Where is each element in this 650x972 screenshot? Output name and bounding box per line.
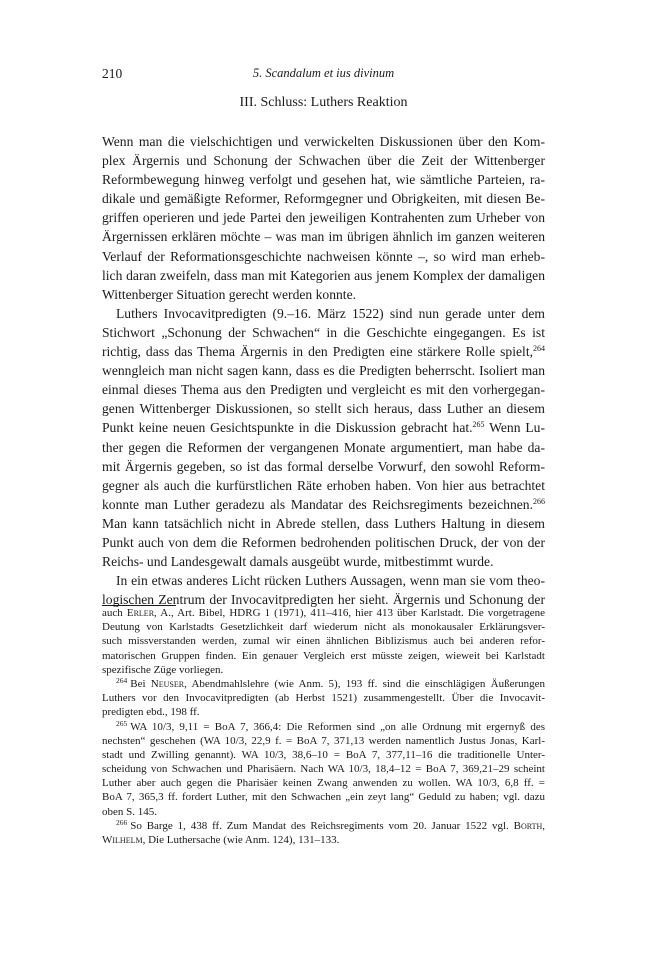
body-line: Luthers Invocavitpredigten (9.–16. März 1522) sind nun gerade unter dem xyxy=(116,305,545,321)
body-line: Wenn man die vielschichtigen und verwickelten Diskussionen über den Kom- xyxy=(102,134,545,149)
footnote-number: 266 xyxy=(116,817,128,827)
body-line-text: Wenn Lu- xyxy=(484,420,545,436)
footnote-line: Luthers vor den Invocavitpredigten (ab Herbst 1521) zusammengestellt. Über die Invocavit- xyxy=(102,692,545,705)
footnote-number: 264 xyxy=(116,675,128,685)
footnote-number: 265 xyxy=(116,718,128,728)
footnote-line: nechsten“ geschehen (WA 10/3, 22,9 f. = BoA 7, 371,13 werden namentlich Justus Jonas, Karl- xyxy=(102,734,545,747)
page-number: 210 xyxy=(102,66,123,81)
footnote-ref: 266 xyxy=(533,496,545,506)
footnote-text: , A., Art. Bibel, HDRG 1 (1971), 411–416, hier 413 über Karlstadt. Die vorgetragene xyxy=(154,607,546,619)
body-line: Punkt auch von dem die Reformen bedrohenden politischen Druck, der von der xyxy=(102,534,545,550)
body-line: In ein etwas anderes Licht rücken Luthers Aussagen, wenn man sie vom theo- xyxy=(116,573,545,589)
footnote-line xyxy=(102,833,545,847)
body-line: dikale und gemäßigte Reformer, Reformgegner und Obrigkeiten, mit diesen Be- xyxy=(102,191,545,207)
footnote-ref: 265 xyxy=(472,420,485,430)
section-heading: III. Schluss: Luthers Reaktion xyxy=(239,95,408,110)
author-name: Wilhelm xyxy=(102,834,143,846)
body-line: einmal dieses Thema aus den Predigten und vergleicht es mit den vorhergegan- xyxy=(102,382,545,398)
author-name: Erler xyxy=(126,607,155,619)
footnote-line xyxy=(102,606,545,620)
footnotes xyxy=(102,606,545,847)
body-line: logischen Zentrum der Invocavitpredigten her sieht. Ärgernis und Schonung der xyxy=(102,592,545,608)
body-line-text: Punkt keine neuen Gesichtspunkte in die Diskussion gebracht hat. xyxy=(102,420,473,436)
footnote-line: oben S. 145. xyxy=(102,805,157,818)
page-header xyxy=(102,66,545,82)
footnote-line: spezifische Züge vorliegen. xyxy=(102,663,224,676)
footnote-text: Bei xyxy=(130,677,151,690)
body-line: Wittenberger Situation gerecht werden konnte. xyxy=(102,286,356,302)
footnote-text: , Abendmahlslehre (wie Anm. 5), 193 ff. sind die einschlägigen Äußerungen xyxy=(184,677,545,690)
footnote-line: scheidung von Schwachen und Pharisäern. Nach WA 10/3, 18,4–12 = BoA 7, 369,21–29 scheint xyxy=(102,763,545,776)
body-line: plex Ärgernis und Schonung der Schwachen über die Zeit der Wittenberger xyxy=(102,153,545,169)
body-line-text: konnte man Luther geradezu als Mandatar des Reichsregiments bezeichnen. xyxy=(102,496,533,512)
body-line: Ärgernissen erklären möchte – was man im übrigen ähnlich im ganzen weiteren xyxy=(102,229,545,245)
body-line: genen Wittenberger Diskussionen, so stellt sich heraus, dass Luther an diesem xyxy=(102,401,545,417)
body-line-text: richtig, dass das Thema Ärgernis in den Predigten eine stärkere Rolle spielt, xyxy=(102,344,533,360)
body-line: Verlauf der Reformationsgeschichte nachweisen könnte –, so wird man erheb- xyxy=(102,248,545,264)
body-line: griffen operieren und jede Partei den jeweiligen Kontrahenten zum Urheber von xyxy=(102,210,545,226)
body-line: Reformbewegung hinweg verfolgt und gesehen hat, wie sämtliche Parteien, ra- xyxy=(102,172,545,188)
footnote-text: So Barge 1, 438 ff. Zum Mandat des Reichsregiments vom 20. Januar 1522 vgl. xyxy=(130,819,514,832)
author-name: Neuser xyxy=(150,677,185,690)
body-line xyxy=(102,418,545,437)
footnote-line: matorischen Gruppen finden. Ein genauer Vergleich erst müsste zeigen, wieweit bei Karlstadt xyxy=(102,649,545,662)
footnote-text: auch xyxy=(102,607,127,619)
footnote-line: Deutung von Karlstadts Gesetzlichkeit darf wiederum nicht als monokausaler Erklärungsver- xyxy=(102,621,545,634)
body-line: wenngleich man nicht sagen kann, dass es die Predigten beherrscht. Isoliert man xyxy=(102,363,545,379)
footnote-text: , Die Luthersache (wie Anm. 124), 131–133. xyxy=(142,834,340,846)
body-text xyxy=(102,132,545,609)
footnote-ref: 264 xyxy=(533,344,545,354)
body-line: lich daran zweifeln, dass man mit Kategorien aus jenem Komplex der damaligen xyxy=(102,267,545,283)
footnote-text: WA 10/3, 9,11 = BoA 7, 366,4: Die Reformen sind „on alle Ordnung mit ergernyß des xyxy=(130,720,545,733)
footnote-line: stadt und Zwilling genannt). WA 10/3, 38,6–10 = BoA 7, 377,11–16 die traditionelle Unter- xyxy=(102,748,545,761)
footnote-264 xyxy=(102,677,545,691)
author-name: Borth xyxy=(513,819,543,832)
footnote-line: predigten ebd., 198 ff. xyxy=(102,706,200,719)
body-line: Man kann tatsächlich nicht in Abrede stellen, dass Luthers Haltung in diesem xyxy=(102,515,545,531)
body-line xyxy=(102,495,545,514)
footnote-line: BoA 7, 365,3 ff. fordert Luther, mit den Schwachen „ein zeyt lang“ Geduld zu haben; vgl. dazu xyxy=(102,791,545,804)
footnote-line: Luther aber auch gegen die Pharisäer keinen Zwang anwenden zu wollen. WA 10/3, 6,8 ff. = xyxy=(102,777,545,790)
body-line: Reichs- und Landesgewalt damals ausgeübt wurde, mitbestimmt wurde. xyxy=(102,554,494,570)
footnote-265 xyxy=(102,720,545,734)
body-line: mit Ärgernis gegeben, so ist das formal derselbe Vorwurf, den sowohl Reform- xyxy=(102,458,545,474)
footnote-line: such missverstanden werden, zumal wir einen ähnlichen Biblizismus auch bei anderen refor- xyxy=(102,635,545,648)
body-line: ther gegen die Reformen der vergangenen Monate argumentiert, man habe da- xyxy=(102,439,545,455)
body-line: Stichwort „Schonung der Schwachen“ in die Geschichte eingegangen. Es ist xyxy=(102,324,545,340)
body-line xyxy=(102,342,545,361)
footnote-text: , xyxy=(542,819,545,832)
body-line: gegner als auch die kurfürstlichen Räte erhoben haben. Von hier aus betrachtet xyxy=(102,477,545,493)
footnote-266 xyxy=(102,819,545,833)
running-title: 5. Scandalum et ius divinum xyxy=(252,66,395,80)
